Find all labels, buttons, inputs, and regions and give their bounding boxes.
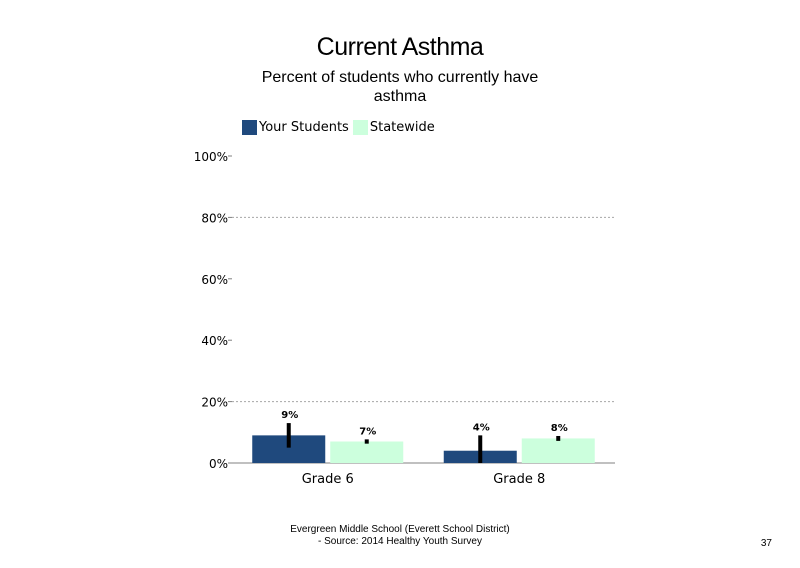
page-number: 37 xyxy=(760,538,772,549)
category-label-grade-8: Grade 8 xyxy=(493,472,546,487)
error-bar-statewide-grade-6 xyxy=(365,439,369,443)
data-label-statewide-grade-6: 7% xyxy=(359,426,377,438)
chart-title: Current Asthma xyxy=(316,33,484,61)
error-bar-statewide-grade-8 xyxy=(556,436,560,441)
footer-source xyxy=(220,524,580,548)
chart-subtitle: Percent of students who currently have asthma xyxy=(261,69,539,105)
legend-label-statewide: Statewide xyxy=(369,119,435,135)
error-bar-your-students-grade-6 xyxy=(287,423,291,448)
y-tick-label-80: 80% xyxy=(201,211,228,226)
footer-source-line: - Source: 2014 Healthy Youth Survey xyxy=(318,536,482,547)
category-label-grade-6: Grade 6 xyxy=(301,472,354,487)
bar-statewide-grade-6 xyxy=(330,442,403,463)
y-tick-label-0: 0% xyxy=(208,457,228,471)
error-bar-your-students-grade-8 xyxy=(478,435,482,463)
y-tick-label-100: 100% xyxy=(193,150,228,164)
footer-school: Evergreen Middle School (Everett School District) xyxy=(290,524,510,535)
y-tick-label-40: 40% xyxy=(201,334,228,349)
data-label-statewide-grade-8: 8% xyxy=(550,422,568,434)
data-label-your-students-grade-6: 9% xyxy=(281,410,299,422)
y-tick-label-60: 60% xyxy=(201,272,228,287)
y-tick-label-20: 20% xyxy=(201,395,228,410)
bar-statewide-grade-8 xyxy=(522,438,595,463)
legend-label-your-students: Your Students xyxy=(259,119,349,135)
data-label-your-students-grade-8: 4% xyxy=(472,422,490,434)
